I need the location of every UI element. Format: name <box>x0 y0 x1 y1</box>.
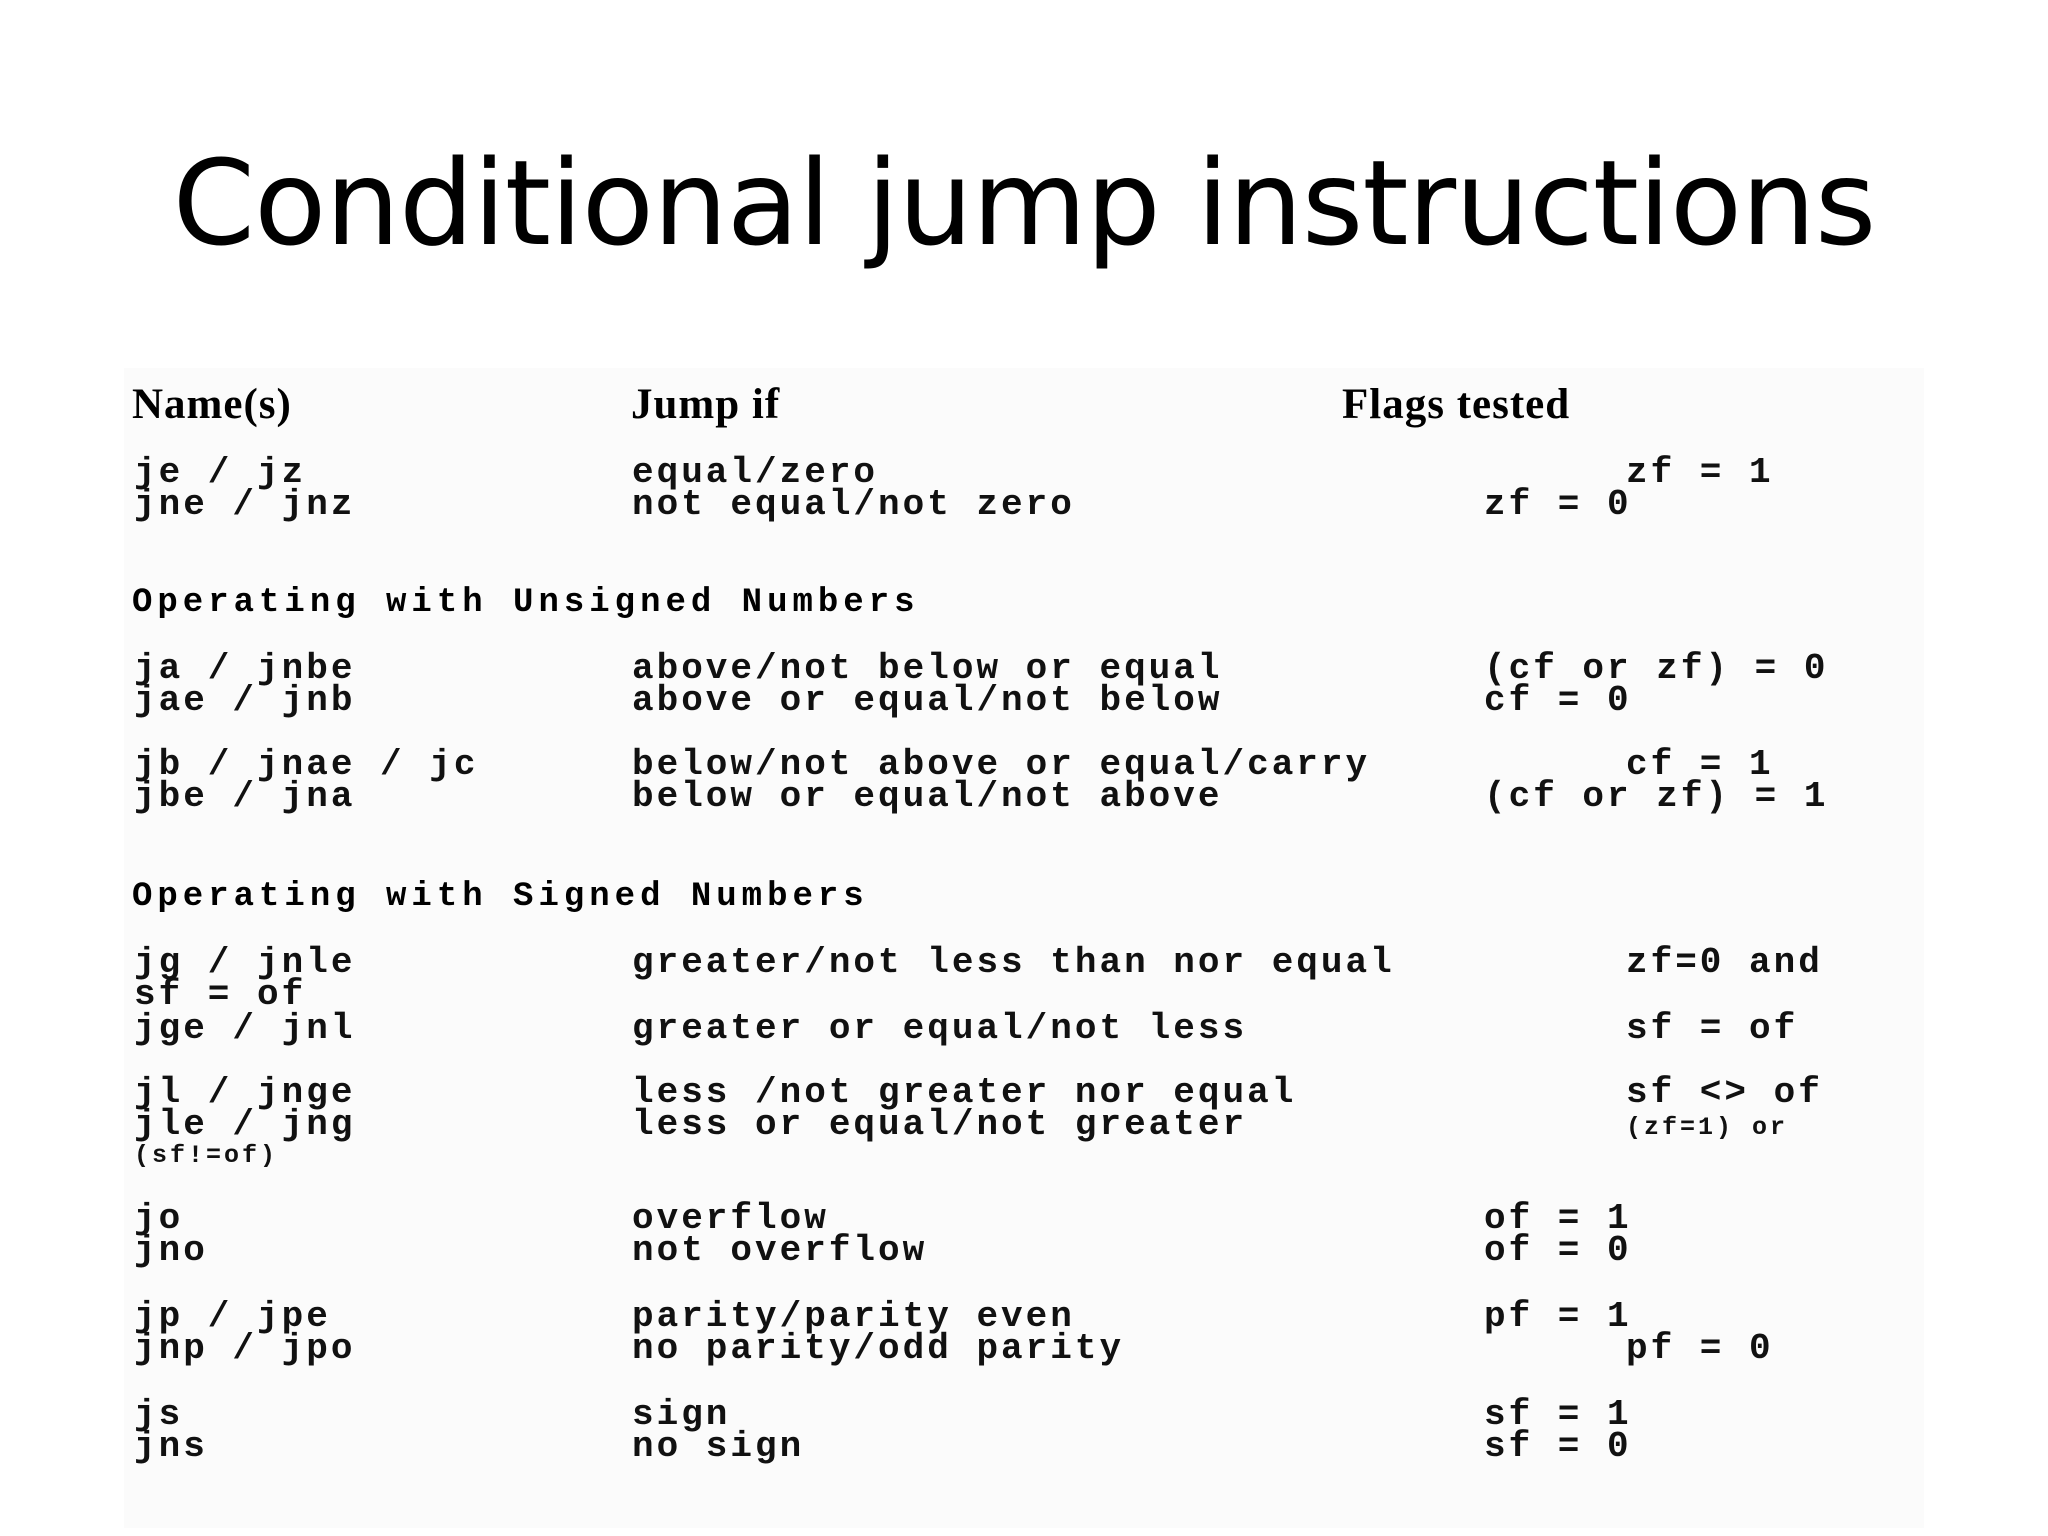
flags-tested: sf = of <box>1626 1008 1799 1049</box>
jump-condition: less /not greater nor equal <box>632 1072 1297 1113</box>
column-header-flags: Flags tested <box>1342 381 1571 428</box>
instruction-name: ja / jnbe <box>134 648 356 689</box>
flags-tested: (cf or zf) = 0 <box>1484 648 1829 689</box>
column-header-names: Name(s) <box>132 381 292 428</box>
instruction-name: jae / jnb <box>134 680 356 721</box>
flags-tested: cf = 1 <box>1626 744 1774 785</box>
flags-tested: zf = 0 <box>1484 484 1632 525</box>
jump-table-figure <box>124 368 1924 1528</box>
instruction-name: jo <box>134 1198 184 1239</box>
flags-tested: (zf=1) or <box>1626 1113 1789 1142</box>
jump-condition: greater or equal/not less <box>632 1008 1248 1049</box>
flags-tested: of = 0 <box>1484 1230 1632 1271</box>
instruction-name: jg / jnle <box>134 942 356 983</box>
flags-tested: zf=0 and <box>1626 942 1823 983</box>
instruction-name: jle / jng <box>134 1104 356 1145</box>
flags-tested: of = 1 <box>1484 1198 1632 1239</box>
instruction-name: jnp / jpo <box>134 1328 356 1369</box>
flags-tested: zf = 1 <box>1626 452 1774 493</box>
jump-condition: no sign <box>632 1426 805 1467</box>
flags-tested: pf = 1 <box>1484 1296 1632 1337</box>
jump-condition: greater/not less than nor equal <box>632 942 1395 983</box>
section-heading-unsigned: Operating with Unsigned Numbers <box>132 584 920 622</box>
instruction-name: jge / jnl <box>134 1008 356 1049</box>
jump-condition: sign <box>632 1394 731 1435</box>
jump-condition: no parity/odd parity <box>632 1328 1125 1369</box>
slide-title: Conditional jump instructions <box>172 134 1876 272</box>
instruction-name: je / jz <box>134 452 307 493</box>
instruction-name: (sf!=of) <box>134 1141 279 1170</box>
instruction-name: jp / jpe <box>134 1296 331 1337</box>
jump-condition: above or equal/not below <box>632 680 1223 721</box>
flags-tested: cf = 0 <box>1484 680 1632 721</box>
instruction-name: jno <box>134 1230 208 1271</box>
jump-condition: less or equal/not greater <box>632 1104 1248 1145</box>
jump-condition: not equal/not zero <box>632 484 1075 525</box>
jump-condition: not overflow <box>632 1230 928 1271</box>
flags-tested: sf <> of <box>1626 1072 1823 1113</box>
section-heading-signed: Operating with Signed Numbers <box>132 878 869 916</box>
flags-tested: (cf or zf) = 1 <box>1484 776 1829 817</box>
jump-condition: below or equal/not above <box>632 776 1223 817</box>
jump-condition: equal/zero <box>632 452 879 493</box>
instruction-name: jns <box>134 1426 208 1467</box>
instruction-name: jbe / jna <box>134 776 356 817</box>
instruction-name: sf = of <box>134 974 307 1015</box>
instruction-name: jl / jnge <box>134 1072 356 1113</box>
flags-tested: sf = 1 <box>1484 1394 1632 1435</box>
flags-tested: sf = 0 <box>1484 1426 1632 1467</box>
column-header-jump-if: Jump if <box>631 381 781 428</box>
jump-condition: above/not below or equal <box>632 648 1223 689</box>
instruction-name: jne / jnz <box>134 484 356 525</box>
jump-condition: overflow <box>632 1198 829 1239</box>
jump-condition: parity/parity even <box>632 1296 1075 1337</box>
instruction-name: js <box>134 1394 184 1435</box>
flags-tested: pf = 0 <box>1626 1328 1774 1369</box>
jump-condition: below/not above or equal/carry <box>632 744 1371 785</box>
instruction-name: jb / jnae / jc <box>134 744 479 785</box>
